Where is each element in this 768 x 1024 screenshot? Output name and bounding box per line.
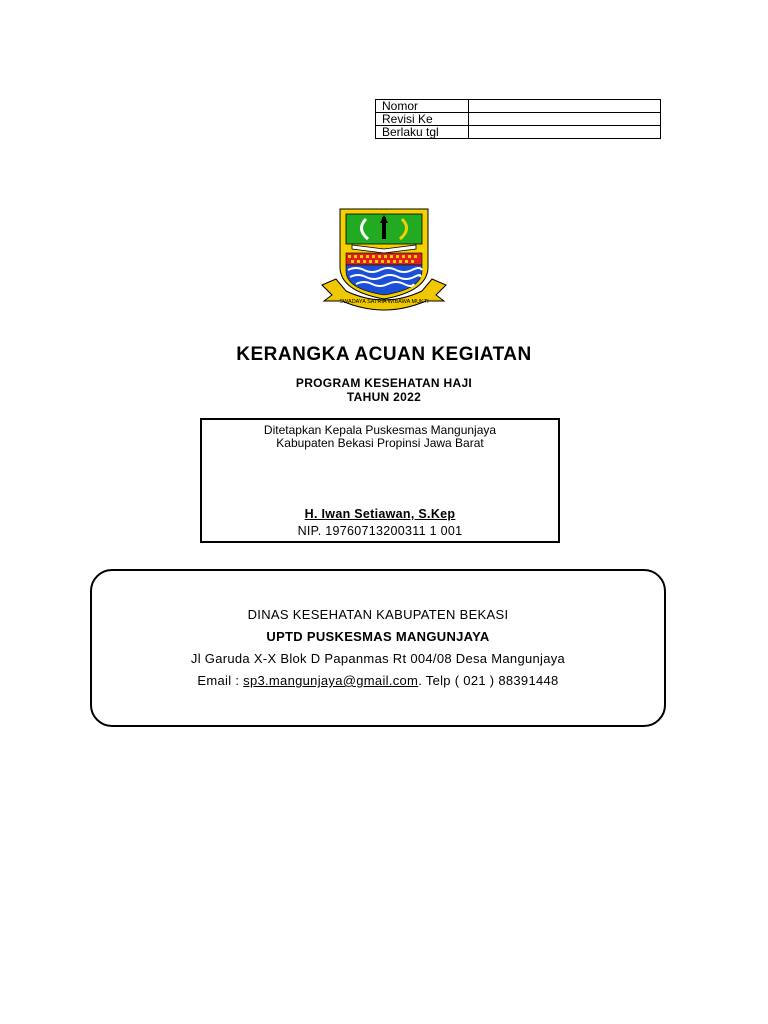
- email-prefix: Email :: [197, 673, 244, 688]
- doc-control-row-revisi: [376, 113, 661, 126]
- berlaku-label: Berlaku tgl: [376, 126, 469, 139]
- bekasi-emblem-icon: [318, 205, 450, 315]
- berlaku-value: [469, 126, 661, 139]
- email-link[interactable]: sp3.mangunjaya@gmail.com: [243, 673, 419, 688]
- revisi-value: [469, 113, 661, 126]
- approver-name: H. Iwan Setiawan, S.Kep: [304, 507, 456, 521]
- program-subtitle: PROGRAM KESEHATAN HAJI: [295, 376, 473, 390]
- doc-control-row-nomor: [376, 100, 661, 113]
- year-subtitle: TAHUN 2022: [346, 390, 422, 404]
- phone-text: . Telp ( 021 ) 88391448: [418, 673, 559, 688]
- approver-nip: NIP. 19760713200311 1 001: [297, 524, 463, 538]
- approval-line-1: Ditetapkan Kepala Puskesmas Mangunjaya: [263, 423, 497, 437]
- unit-name: UPTD PUSKESMAS MANGUNJAYA: [266, 629, 490, 644]
- department-name: DINAS KESEHATAN KABUPATEN BEKASI: [247, 607, 509, 622]
- nomor-value: [469, 100, 661, 113]
- document-title: KERANGKA ACUAN KEGIATAN: [236, 344, 532, 365]
- doc-control-row-berlaku: [376, 126, 661, 139]
- address-line: Jl Garuda X-X Blok D Papanmas Rt 004/08 Desa Mangunjaya: [190, 651, 566, 666]
- revisi-label: Revisi Ke: [376, 113, 469, 126]
- approval-line-2: Kabupaten Bekasi Propinsi Jawa Barat: [276, 436, 484, 450]
- document-control-table: [375, 99, 661, 139]
- contact-line: [92, 673, 664, 688]
- organization-box: [90, 569, 666, 727]
- nomor-label: Nomor: [376, 100, 469, 113]
- emblem-motto: SWADAYA SATRIA WIBAWA MUKTI: [339, 299, 429, 305]
- approval-box: [200, 418, 560, 543]
